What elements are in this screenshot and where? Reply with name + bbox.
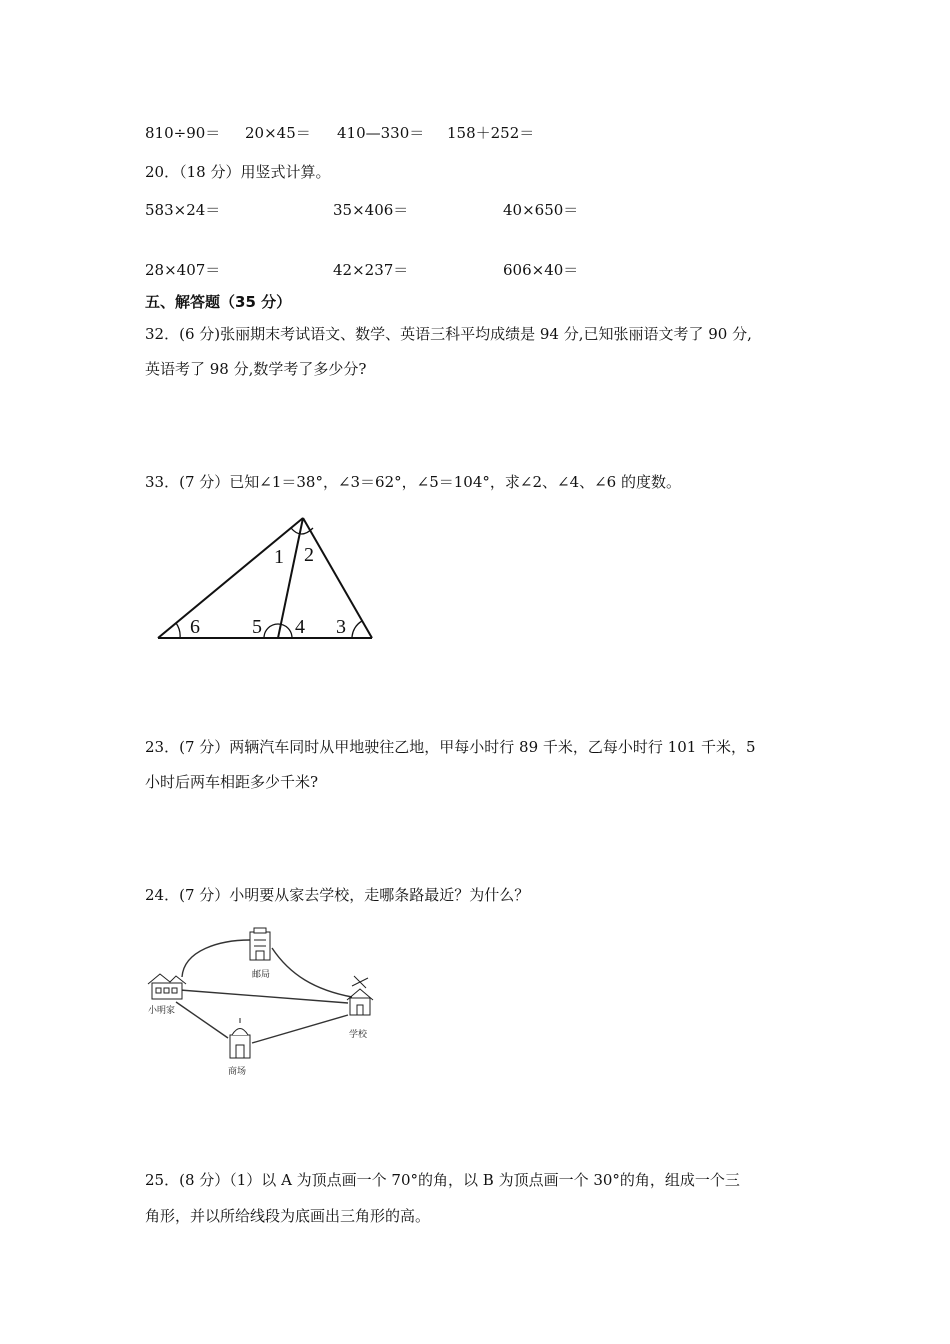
q20-calc-2: 35×406＝ bbox=[333, 201, 409, 219]
school-icon bbox=[347, 976, 373, 1015]
q20-calc-3: 40×650＝ bbox=[503, 201, 579, 219]
angle-arc-3 bbox=[352, 621, 362, 638]
q25-line2: 角形，并以所给线段为底画出三角形的高。 bbox=[145, 1207, 431, 1225]
route-home-mall bbox=[176, 1002, 228, 1038]
oral-calc-4: 158＋252＝ bbox=[447, 124, 535, 142]
q25-line1: 25．(8 分）（1）以 A 为顶点画一个 70°的角，以 B 为顶点画一个 30°的角，组成一个三 bbox=[145, 1171, 740, 1189]
q32-line2: 英语考了 98 分,数学考了多少分? bbox=[145, 360, 367, 378]
route-map bbox=[140, 920, 400, 1085]
route-post-school bbox=[272, 948, 352, 997]
section-heading: 五、解答题（35 分） bbox=[145, 293, 292, 311]
q23-line1: 23．(7 分）两辆汽车同时从甲地驶往乙地，甲每小时行 89 千米，乙每小时行 101 千米，5 bbox=[145, 738, 756, 756]
mall-label: 商场 bbox=[228, 1067, 247, 1077]
angle-arc-6 bbox=[176, 623, 180, 638]
mall-icon bbox=[230, 1018, 250, 1058]
q20-calc-6: 606×40＝ bbox=[503, 261, 579, 279]
q24-text: 24．(7 分）小明要从家去学校，走哪条路最近？为什么？ bbox=[145, 886, 530, 904]
q20-calc-5: 42×237＝ bbox=[333, 261, 409, 279]
q23-line2: 小时后两车相距多少千米? bbox=[145, 773, 319, 791]
q20-calc-1: 583×24＝ bbox=[145, 201, 221, 219]
angle-label-5: 5 bbox=[252, 616, 262, 638]
post-office-label: 邮局 bbox=[252, 970, 271, 980]
q32-line1: 32．(6 分)张丽期末考试语文、数学、英语三科平均成绩是 94 分,已知张丽语文考了 90 分, bbox=[145, 325, 752, 343]
oral-calc-3: 410—330＝ bbox=[337, 124, 425, 142]
q33-text: 33．(7 分）已知∠1＝38°，∠3＝62°，∠5＝104°，求∠2、∠4、∠6 的度数。 bbox=[145, 473, 681, 491]
angle-label-1: 1 bbox=[274, 546, 284, 568]
oral-calc-2: 20×45＝ bbox=[245, 124, 311, 142]
angle-label-3: 3 bbox=[336, 616, 346, 638]
route-home-post bbox=[182, 940, 250, 977]
q20-title: 20．（18 分）用竖式计算。 bbox=[145, 163, 331, 181]
school-label: 学校 bbox=[349, 1030, 368, 1040]
home-icon bbox=[148, 974, 186, 999]
angle-label-2: 2 bbox=[304, 544, 314, 566]
angle-label-4: 4 bbox=[295, 616, 305, 638]
home-label: 小明家 bbox=[148, 1006, 176, 1016]
route-mall-school bbox=[252, 1015, 348, 1043]
route-home-school bbox=[180, 990, 348, 1003]
angle-label-6: 6 bbox=[190, 616, 200, 638]
post-office-icon bbox=[250, 928, 270, 960]
triangle-diagram bbox=[150, 510, 380, 645]
oral-calc-1: 810÷90＝ bbox=[145, 124, 221, 142]
q20-calc-4: 28×407＝ bbox=[145, 261, 221, 279]
